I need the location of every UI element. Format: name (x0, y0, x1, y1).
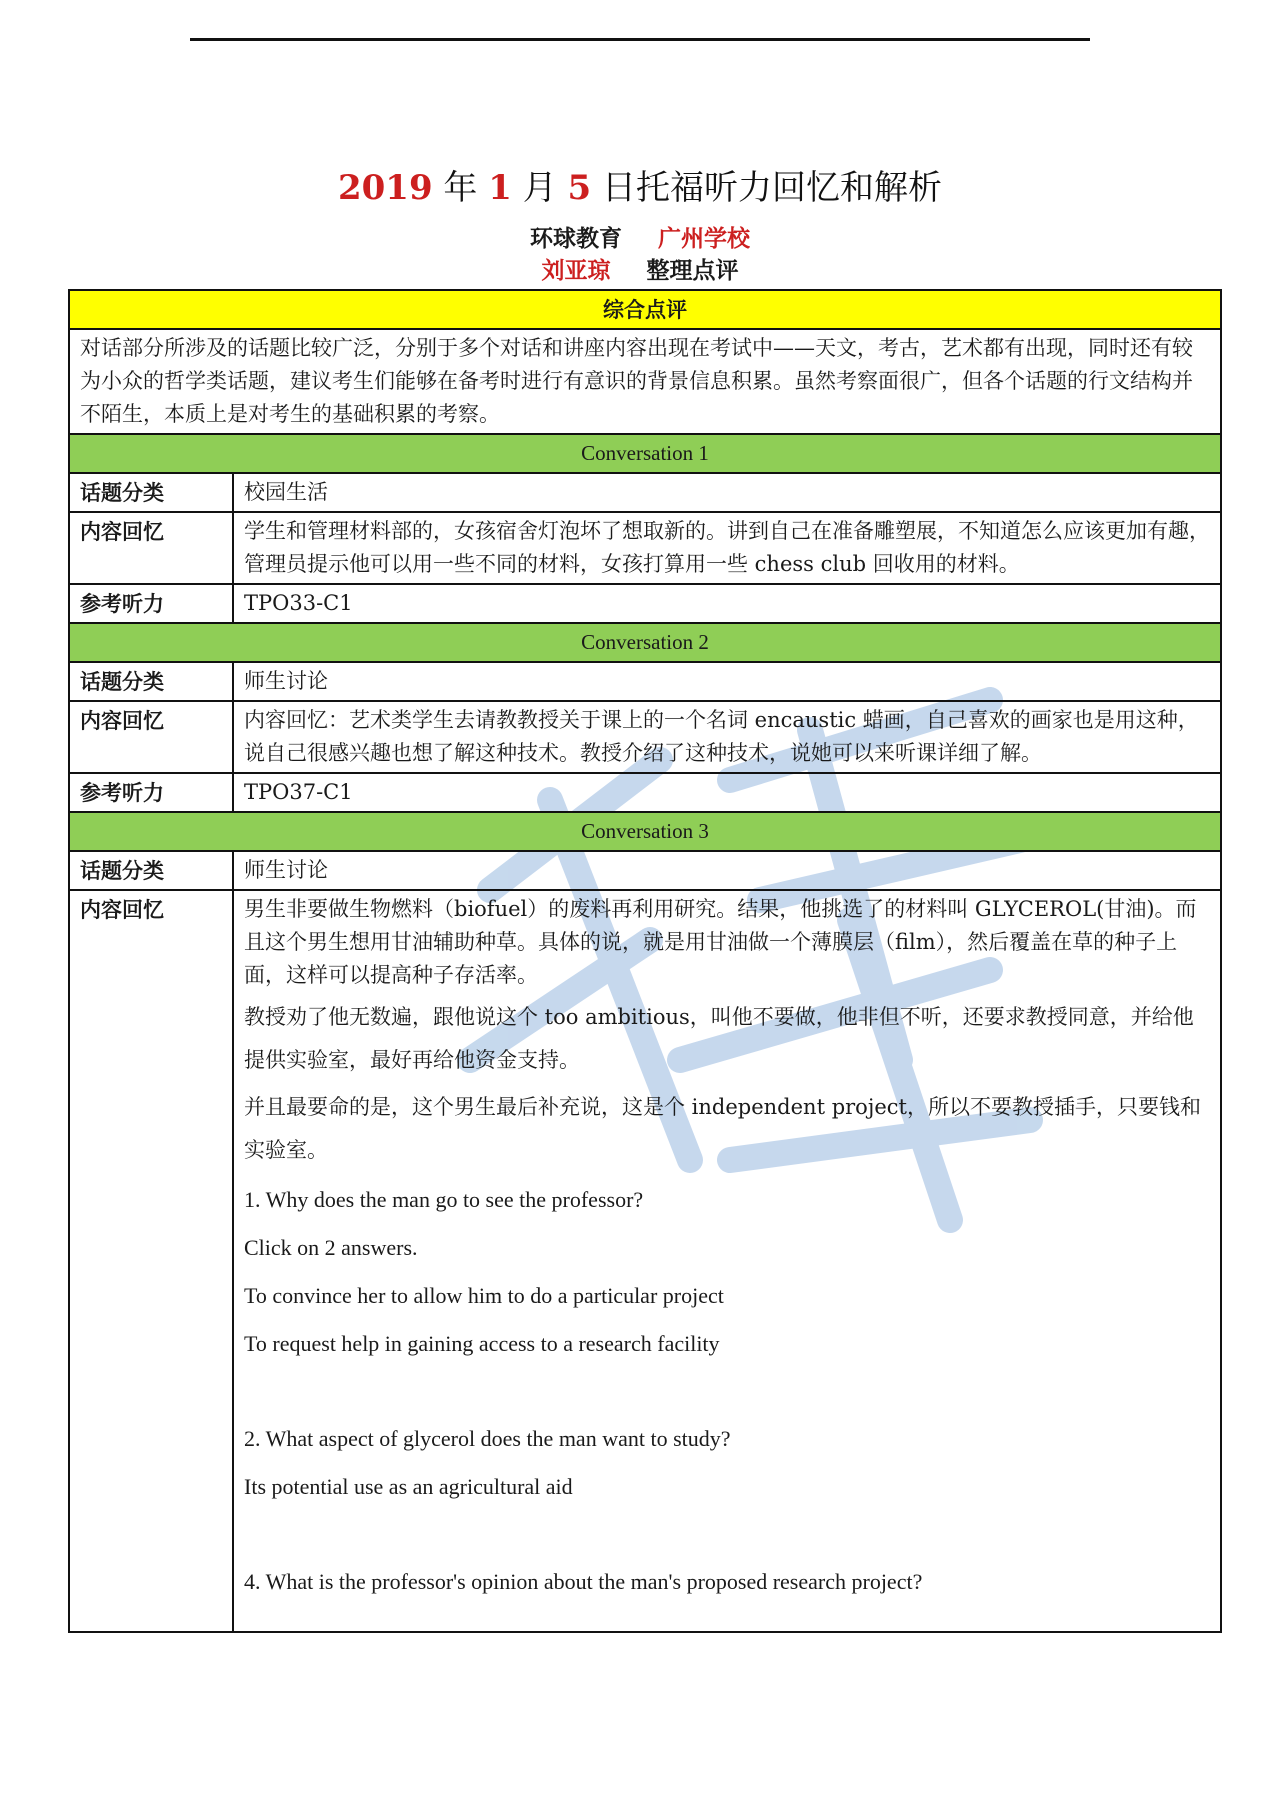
question-1-hint: Click on 2 answers. (244, 1235, 418, 1260)
conversation-2-heading: Conversation 2 (69, 623, 1221, 662)
topic-label: 话题分类 (69, 473, 233, 512)
conversation-1-heading: Conversation 1 (69, 434, 1221, 473)
summary-row (69, 329, 1221, 434)
reference-label: 参考听力 (69, 773, 233, 812)
topic-label: 话题分类 (69, 662, 233, 701)
top-rule (190, 38, 1090, 41)
conversation-2-content: 内容回忆：艺术类学生去请教教授关于课上的一个名词 encaustic 蜡画，自己喜欢的画家也是用这种，说自己很感兴趣也想了解这种技术。教授介绍了这种技术，说她可以来听课详细了解。 (233, 701, 1221, 773)
conversation-3-content (233, 890, 1221, 1632)
conversation-1-reference: TPO33-C1 (233, 584, 1221, 623)
conversation-2-topic: 师生讨论 (233, 662, 1221, 701)
author-name: 刘亚琼 (541, 257, 611, 284)
topic-label: 话题分类 (69, 851, 233, 890)
question-1: 1. Why does the man go to see the professor? (244, 1187, 644, 1212)
summary-heading: 综合点评 (69, 290, 1221, 329)
subtitle-line-2 (0, 256, 1280, 286)
content-label: 内容回忆 (69, 701, 233, 773)
question-4: 4. What is the professor's opinion about the man's proposed research project? (244, 1569, 923, 1594)
conversation-1-topic: 校园生活 (233, 473, 1221, 512)
content-label: 内容回忆 (69, 890, 233, 1632)
org-name: 环球教育 (530, 225, 622, 252)
content-paragraph: 并且最要命的是，这个男生最后补充说，这是个 independent project，所以不要教授插手，只要钱和实验室。 (244, 1095, 1201, 1162)
summary-heading-row (69, 290, 1221, 329)
question-2-answer: Its potential use as an agricultural aid (244, 1474, 573, 1499)
conversation-3-heading: Conversation 3 (69, 812, 1221, 851)
content-label: 内容回忆 (69, 512, 233, 584)
reference-label: 参考听力 (69, 584, 233, 623)
question-1-answer: To request help in gaining access to a research facility (244, 1331, 720, 1356)
content-paragraph: 教授劝了他无数遍，跟他说这个 too ambitious，叫他不要做，他非但不听，还要求教授同意，并给他提供实验室，最好再给他资金支持。 (244, 1005, 1194, 1072)
conversation-1-content: 学生和管理材料部的，女孩宿舍灯泡坏了想取新的。讲到自己在准备雕塑展，不知道怎么应该更加有趣，管理员提示他可以用一些不同的材料，女孩打算用一些 chess club 回收用的材料。 (233, 512, 1221, 584)
summary-text: 对话部分所涉及的话题比较广泛，分别于多个对话和讲座内容出现在考试中——天文，考古，艺术都有出现，同时还有较为小众的哲学类话题，建议考生们能够在备考时进行有意识的背景信息积累。虽然考察面很广，但各个话题的行文结构并不陌生，本质上是对考生的基础积累的考察。 (69, 329, 1221, 434)
question-2: 2. What aspect of glycerol does the man want to study? (244, 1426, 731, 1451)
content-paragraph: 男生非要做生物燃料（biofuel）的废料再利用研究。结果，他挑选了的材料叫 GLYCEROL(甘油)。而且这个男生想用甘油辅助种草。具体的说，就是用甘油做一个薄膜层（film），然后覆盖在草的种子上面，这样可以提高种子存活率。 (244, 897, 1197, 987)
conversation-3-topic: 师生讨论 (233, 851, 1221, 890)
review-table (68, 289, 1222, 1633)
page-title: 2019 年 1 月 5 日托福听力回忆和解析 (337, 168, 943, 208)
conversation-2-reference: TPO37-C1 (233, 773, 1221, 812)
author-role: 整理点评 (646, 257, 739, 284)
subtitle-line-1 (0, 224, 1280, 254)
question-1-answer: To convince her to allow him to do a particular project (244, 1283, 724, 1308)
school-name: 广州学校 (658, 225, 750, 252)
